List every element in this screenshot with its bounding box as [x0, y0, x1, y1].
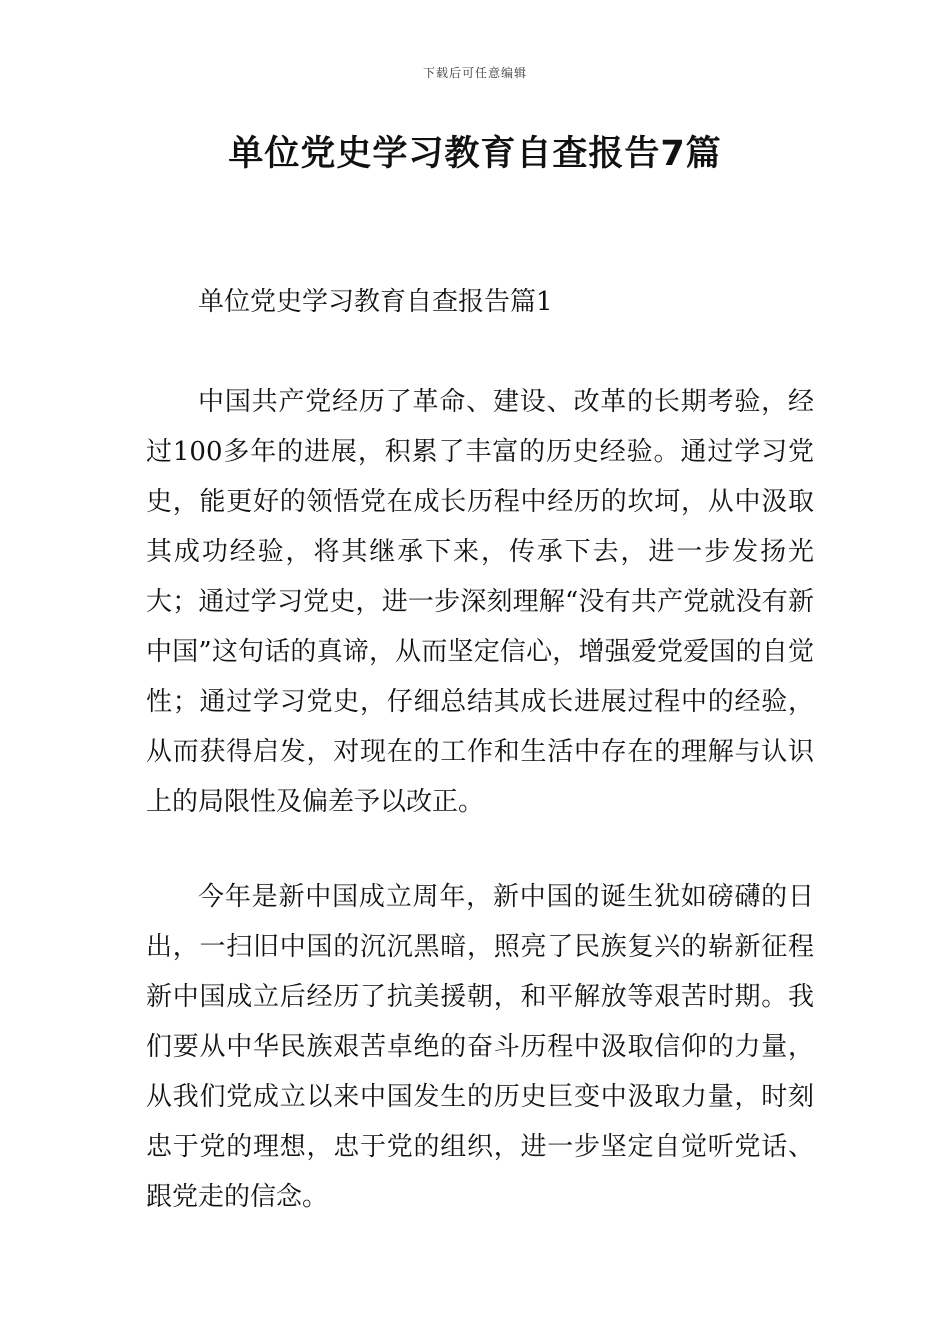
- paragraph-1: 中国共产党经历了革命、建设、改革的长期考验，经过100多年的进展，积累了丰富的历史经验。通过学习党史，能更好的领悟党在成长历程中经历的坎坷，从中汲取其成功经验，将其继承下来，传承下去，进一步发扬光大；通过学习党史，进一步深刻理解“没有共产党就没有新中国”这句话的真谛，从而坚定信心，增强爱党爱国的自觉性；通过学习党史，仔细总结其成长进展过程中的经验，从而获得启发，对现在的工作和生活中存在的理解与认识上的局限性及偏差予以改正。: [146, 387, 814, 817]
- document-title: 单位党史学习教育自查报告7篇: [228, 134, 722, 174]
- section-heading: 单位党史学习教育自查报告篇1: [198, 287, 553, 317]
- header-note: 下载后可任意编辑: [422, 66, 527, 80]
- paragraph-2: 今年是新中国成立周年，新中国的诞生犹如磅礴的日出，一扫旧中国的沉沉黑暗，照亮了民族复兴的崭新征程新中国成立后经历了抗美援朝，和平解放等艰苦时期。我们要从中华民族艰苦卓绝的奋斗历程中汲取信仰的力量，从我们党成立以来中国发生的历史巨变中汲取力量，时刻忠于党的理想，忠于党的组织，进一步坚定自觉听党话、跟党走的信念。: [146, 882, 814, 1212]
